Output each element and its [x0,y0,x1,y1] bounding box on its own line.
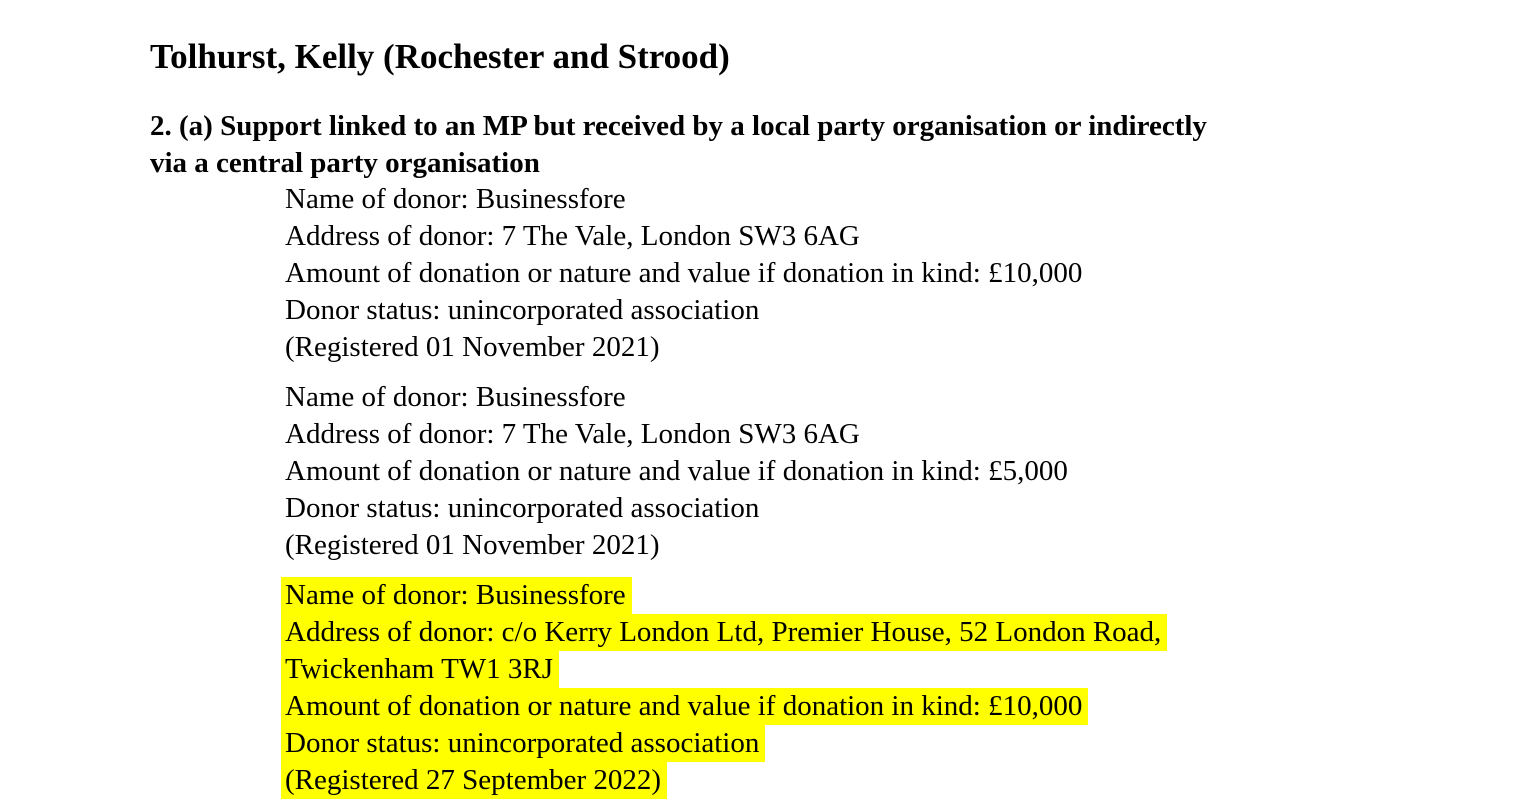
entry-line: Address of donor: c/o Kerry London Ltd, Premier House, 52 London Road, [281,614,1167,651]
donation-entry [285,379,1167,564]
entry-line: Donor status: unincorporated association [285,294,760,326]
donation-entry-highlighted [285,577,1167,799]
entry-line: (Registered 01 November 2021) [285,331,660,363]
entry-line: Name of donor: Businessfore [281,577,632,614]
section-heading-line: via a central party organisation [150,147,540,179]
section-heading [150,108,1207,182]
entry-line: (Registered 27 September 2022) [281,762,667,799]
entry-line: Amount of donation or nature and value if donation in kind: £10,000 [285,257,1083,289]
entry-line: (Registered 01 November 2021) [285,529,660,561]
donation-entry [285,181,1167,366]
entry-line: Name of donor: Businessfore [285,381,626,413]
donation-entries [285,181,1167,799]
entry-line: Name of donor: Businessfore [285,183,626,215]
entry-line: Amount of donation or nature and value if donation in kind: £5,000 [285,455,1068,487]
page-title: Tolhurst, Kelly (Rochester and Strood) [150,37,730,76]
entry-line: Address of donor: 7 The Vale, London SW3 6AG [285,418,860,450]
entry-line: Donor status: unincorporated association [281,725,765,762]
entry-line: Donor status: unincorporated association [285,492,760,524]
section-heading-line: 2. (a) Support linked to an MP but received by a local party organisation or indirectly [150,110,1207,142]
entry-line: Twickenham TW1 3RJ [281,651,559,688]
entry-line: Address of donor: 7 The Vale, London SW3 6AG [285,220,860,252]
entry-line: Amount of donation or nature and value if donation in kind: £10,000 [281,688,1088,725]
